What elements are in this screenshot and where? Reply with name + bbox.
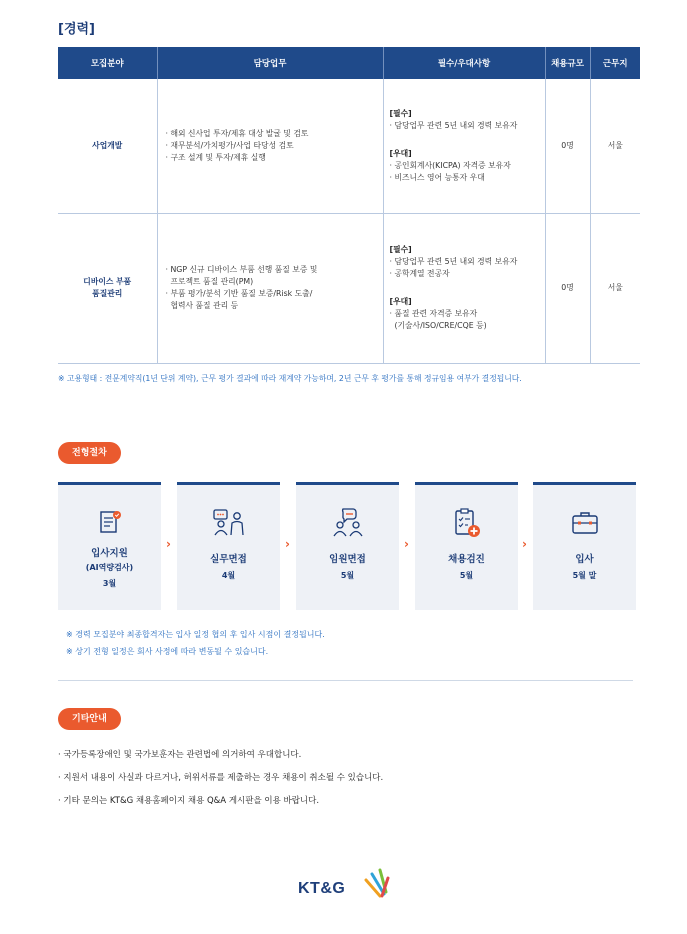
preferred-heading: [우대] [389, 297, 412, 306]
preferred-item: (기술사/ISO/CRE/CQE 등) [389, 321, 487, 331]
duty-item: · 해외 신사업 투자/제휴 대상 발굴 및 검토 [165, 128, 309, 138]
chevron-right-icon: › [166, 537, 171, 551]
header-size: 채용규모 [545, 47, 590, 79]
logo-text: KT&G [298, 880, 346, 897]
document-check-icon [95, 507, 125, 537]
header-requirements: 필수/우대사항 [383, 47, 545, 79]
briefcase-icon [569, 507, 601, 537]
preferred-item: · 공인회계사(KICPA) 자격증 보유자 [389, 160, 511, 170]
step-date: 4월 [221, 571, 236, 580]
step-date: 3월 [102, 579, 117, 588]
interview-icon [212, 507, 246, 537]
etc-section-pill: 기타안내 [58, 708, 121, 730]
duties-cell [157, 79, 383, 213]
step-name: 임원면접 [329, 554, 366, 565]
duties-cell [157, 213, 383, 363]
chevron-right-icon: › [404, 537, 409, 551]
field-name: 품질관리 [92, 289, 123, 298]
process-step-apply [58, 482, 161, 610]
step-name: 채용검진 [448, 554, 485, 565]
header-duties: 담당업무 [157, 47, 383, 79]
required-heading: [필수] [389, 244, 412, 254]
section-divider [58, 680, 633, 681]
process-step-medical-checkup [415, 482, 518, 610]
step-name: 실무면접 [210, 554, 247, 565]
executive-interview-icon [331, 507, 365, 537]
process-step-join [533, 482, 636, 610]
ktng-logo [298, 866, 398, 906]
duty-item: · NGP 신규 디바이스 부품 선행 품질 보증 및 [165, 264, 318, 274]
process-step-practical-interview [177, 482, 280, 610]
step-sub: (AI역량검사) [85, 563, 134, 572]
duty-item: · 부품 평가/분석 기반 품질 보증/Risk 도출/ [165, 289, 313, 298]
preferred-heading: [우대] [389, 148, 412, 158]
required-item: · 공학계열 전공자 [389, 268, 450, 278]
step-name: 입사지원 [91, 548, 128, 559]
preferred-item: · 비즈니스 영어 능통자 우대 [389, 172, 485, 182]
process-note: ※ 경력 모집분야 최종합격자는 입사 일정 협의 후 입사 시점이 결정됩니다. [66, 630, 325, 639]
chevron-right-icon: › [522, 537, 527, 551]
table-row [58, 213, 640, 363]
process-step-executive-interview [296, 482, 399, 610]
location-cell: 서울 [590, 213, 640, 363]
etc-item: · 지원서 내용이 사실과 다르거나, 허위서류를 제출하는 경우 채용이 취소될 수 있습니다. [58, 773, 384, 783]
header-field: 모집분야 [58, 47, 157, 79]
employment-type-note: ※ 고용형태 : 전문계약직(1년 단위 계약), 근무 평가 결과에 따라 재계약 가능하며, 2년 근무 후 평가를 통해 정규임용 여부가 결정됩니다. [58, 374, 522, 383]
step-date: 5월 말 [572, 571, 597, 580]
duty-item: 협력사 품질 관리 등 [165, 301, 239, 311]
location-cell: 서울 [590, 79, 640, 213]
field-cell [58, 213, 157, 363]
duty-item: · 구조 설계 및 투자/제휴 실행 [165, 152, 266, 162]
requirements-cell [383, 213, 545, 363]
etc-item: · 기타 문의는 KT&G 채용홈페이지 채용 Q&A 게시판을 이용 바랍니다. [58, 796, 320, 806]
chevron-right-icon: › [285, 537, 290, 551]
step-date: 5월 [459, 571, 474, 580]
size-cell: 0명 [545, 79, 590, 213]
career-table [58, 47, 640, 364]
preferred-item: · 품질 관련 자격증 보유자 [389, 309, 478, 319]
career-section-title: [경력] [58, 22, 95, 37]
required-item: · 담당업무 관련 5년 내외 경력 보유자 [389, 256, 518, 266]
field-name: 사업개발 [92, 140, 123, 150]
table-header-row [58, 47, 640, 79]
required-item: · 담당업무 관련 5년 내외 경력 보유자 [389, 120, 518, 130]
step-date: 5월 [340, 571, 355, 580]
duty-item: · 재무분석/가치평가/사업 타당성 검토 [165, 140, 294, 150]
medical-checkup-icon [451, 507, 483, 539]
etc-item: · 국가등록장애인 및 국가보훈자는 관련법에 의거하여 우대합니다. [58, 750, 302, 760]
field-name: 디바이스 부품 [83, 276, 132, 286]
process-note: ※ 상기 전형 일정은 회사 사정에 따라 변동될 수 있습니다. [66, 647, 269, 656]
size-cell: 0명 [545, 213, 590, 363]
header-location: 근무지 [590, 47, 640, 79]
process-section-pill: 전형절차 [58, 442, 121, 464]
field-cell [58, 79, 157, 213]
requirements-cell [383, 79, 545, 213]
duty-item: 프로젝트 품질 관리(PM) [165, 276, 254, 286]
required-heading: [필수] [389, 108, 412, 118]
table-row [58, 79, 640, 213]
step-name: 입사 [575, 554, 594, 565]
logo-leaf-icon [358, 866, 398, 906]
